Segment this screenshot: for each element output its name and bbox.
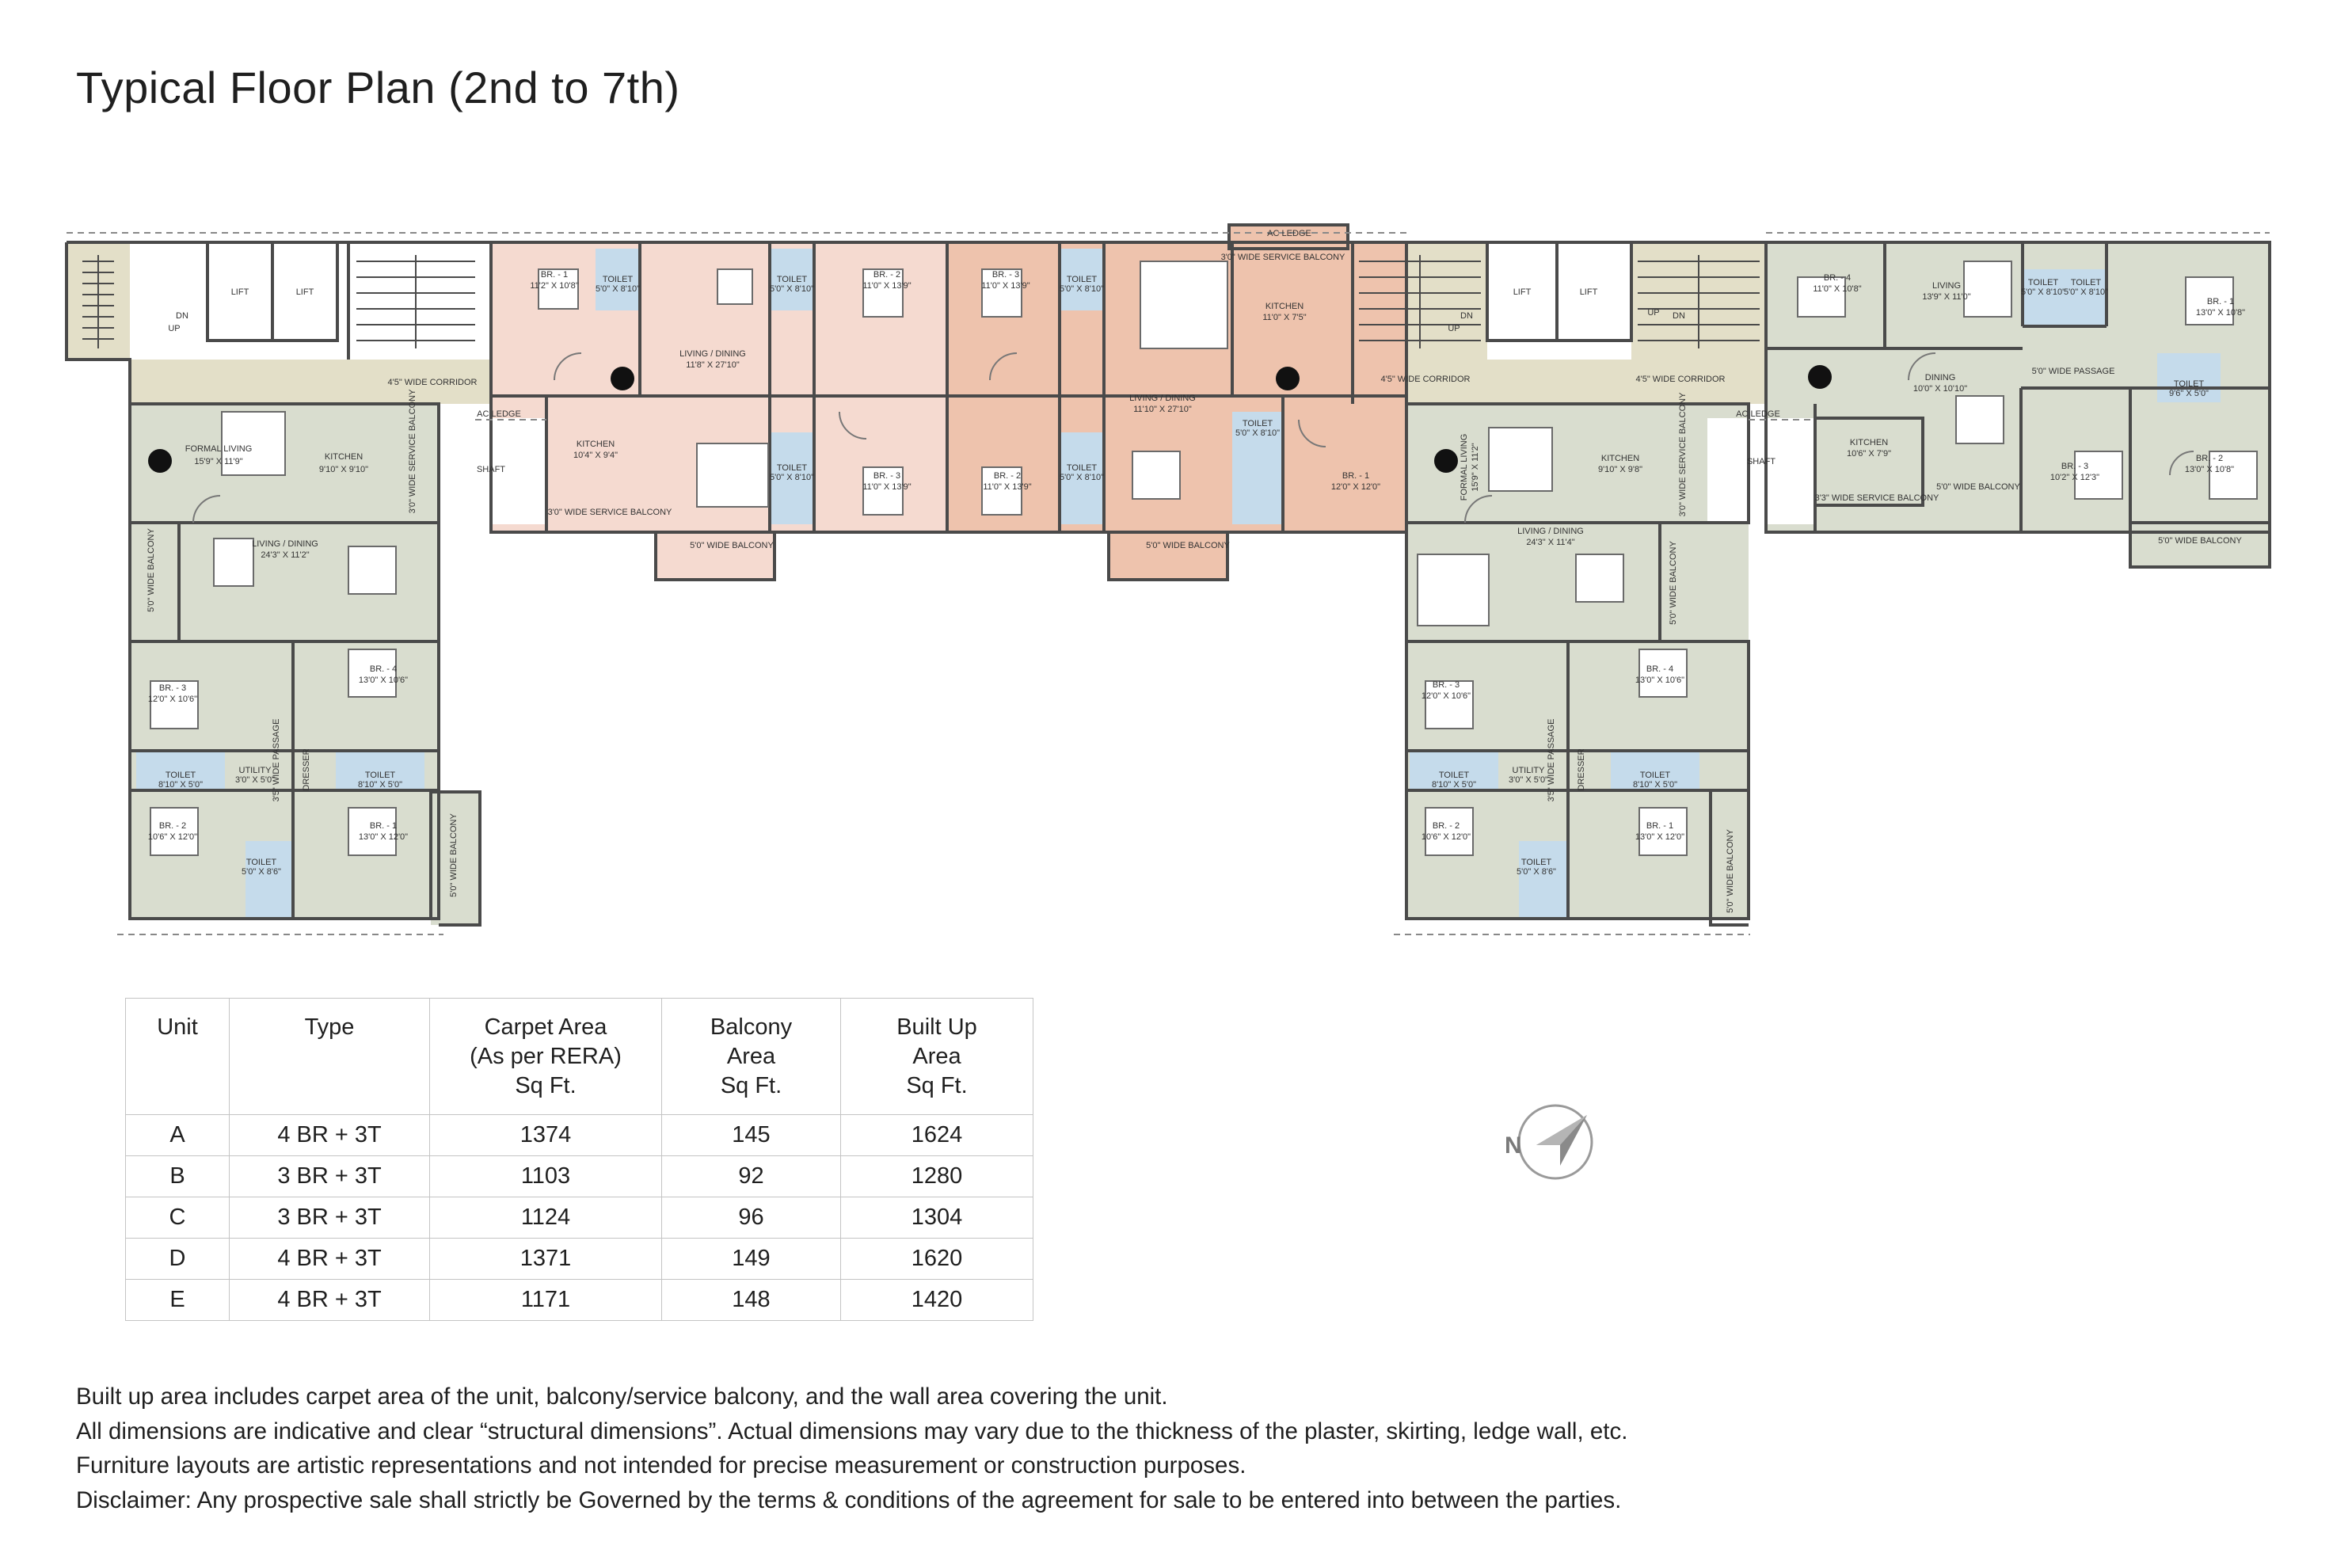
svg-text:TOILET: TOILET — [2173, 379, 2205, 389]
svg-text:24'3" X 11'4": 24'3" X 11'4" — [1526, 538, 1575, 547]
svg-text:DRESSER: DRESSER — [1577, 748, 1586, 791]
svg-text:13'0" X 10'8": 13'0" X 10'8" — [2195, 308, 2246, 318]
corridor-label: 4'5" WIDE CORRIDOR — [387, 378, 478, 387]
svg-text:TOILET: TOILET — [1242, 419, 1273, 428]
svg-text:BR. - 1: BR. - 1 — [1342, 471, 1370, 481]
svg-text:10'0" X 10'10": 10'0" X 10'10" — [1912, 384, 1968, 394]
svg-text:KITCHEN: KITCHEN — [576, 440, 615, 449]
lift-label: LIFT — [295, 287, 314, 297]
table-row: B 3 BR + 3T 1103 92 1280 — [126, 1156, 1033, 1197]
svg-text:TOILET: TOILET — [245, 858, 277, 867]
svg-text:15'9" X 11'2": 15'9" X 11'2" — [1471, 443, 1480, 492]
svg-text:10'2" X 12'3": 10'2" X 12'3" — [2049, 473, 2100, 482]
svg-text:11'0" X 10'8": 11'0" X 10'8" — [1813, 284, 1862, 294]
svg-text:3'0" X 5'0": 3'0" X 5'0" — [235, 775, 275, 785]
svg-text:BR. - 4: BR. - 4 — [369, 664, 398, 674]
svg-text:FORMAL LIVING: FORMAL LIVING — [1460, 433, 1469, 501]
svg-text:BR. - 2: BR. - 2 — [993, 471, 1022, 481]
svg-text:11'0" X 13'9": 11'0" X 13'9" — [981, 281, 1030, 291]
disclaimer-notes — [76, 1380, 1627, 1517]
svg-text:5'0" WIDE BALCONY: 5'0" WIDE BALCONY — [1146, 541, 1230, 550]
svg-text:5'0" WIDE PASSAGE: 5'0" WIDE PASSAGE — [2031, 367, 2115, 376]
svg-text:9'10" X 9'8": 9'10" X 9'8" — [1597, 465, 1643, 474]
svg-text:10'4" X 9'4": 10'4" X 9'4" — [573, 451, 618, 460]
svg-text:5'0" WIDE BALCONY: 5'0" WIDE BALCONY — [690, 541, 774, 550]
table-row: A 4 BR + 3T 1374 145 1624 — [126, 1115, 1033, 1156]
svg-text:3'0" X 5'0": 3'0" X 5'0" — [1509, 775, 1548, 785]
lift-label: LIFT — [1513, 287, 1532, 297]
north-compass-icon — [1494, 1098, 1604, 1193]
svg-text:11'0" X 13'9": 11'0" X 13'9" — [862, 281, 912, 291]
svg-text:5'0" WIDE BALCONY: 5'0" WIDE BALCONY — [1669, 541, 1678, 625]
svg-text:DINING: DINING — [1924, 373, 1956, 382]
svg-text:3'0" WIDE SERVICE BALCONY: 3'0" WIDE SERVICE BALCONY — [1220, 253, 1345, 262]
svg-text:11'2" X 10'8": 11'2" X 10'8" — [530, 281, 579, 291]
svg-text:TOILET: TOILET — [1066, 463, 1098, 473]
svg-text:8'10" X 5'0": 8'10" X 5'0" — [1632, 780, 1678, 790]
svg-text:5'0" WIDE BALCONY: 5'0" WIDE BALCONY — [1936, 482, 2020, 492]
svg-text:TOILET: TOILET — [602, 275, 634, 284]
svg-text:BR. - 2: BR. - 2 — [2195, 454, 2224, 463]
svg-text:8'10" X 5'0": 8'10" X 5'0" — [357, 780, 403, 790]
svg-text:AC LEDGE: AC LEDGE — [477, 409, 521, 419]
svg-text:TOILET: TOILET — [1066, 275, 1098, 284]
note-line: All dimensions are indicative and clear “structural dimensions”. Actual dimensions may vary due to the thickness of the plaster, skirting, ledge wall, etc. — [76, 1418, 1628, 1444]
svg-text:BR. - 3: BR. - 3 — [158, 683, 187, 693]
svg-text:13'0" X 12'0": 13'0" X 12'0" — [358, 832, 409, 842]
svg-text:TOILET: TOILET — [1520, 858, 1552, 867]
svg-text:8'10" X 5'0": 8'10" X 5'0" — [1431, 780, 1477, 790]
svg-text:5'0" X 8'10": 5'0" X 8'10" — [769, 473, 815, 482]
svg-text:BR. - 3: BR. - 3 — [991, 270, 1020, 280]
svg-text:BR. - 2: BR. - 2 — [158, 821, 187, 831]
svg-text:13'0" X 10'6": 13'0" X 10'6" — [1635, 676, 1685, 685]
unit-area-table — [125, 998, 1033, 1321]
svg-text:3'0" WIDE SERVICE BALCONY: 3'0" WIDE SERVICE BALCONY — [547, 508, 672, 517]
svg-text:TOILET: TOILET — [165, 771, 196, 780]
svg-text:3'5" WIDE PASSAGE: 3'5" WIDE PASSAGE — [272, 718, 281, 802]
svg-text:9'6" X 5'0": 9'6" X 5'0" — [2169, 389, 2209, 398]
svg-text:BR. - 4: BR. - 4 — [1646, 664, 1674, 674]
svg-text:UTILITY: UTILITY — [1512, 766, 1545, 775]
svg-text:AC LEDGE: AC LEDGE — [1736, 409, 1780, 419]
svg-text:11'8" X 27'10": 11'8" X 27'10" — [686, 360, 740, 370]
shaft-label: SHAFT — [1746, 457, 1776, 466]
svg-text:10'6" X 12'0": 10'6" X 12'0" — [147, 832, 198, 842]
page-title: Typical Floor Plan (2nd to 7th) — [76, 63, 680, 112]
svg-text:KITCHEN: KITCHEN — [1600, 454, 1640, 463]
corridor-label: 4'5" WIDE CORRIDOR — [1635, 375, 1726, 384]
lift-label: LIFT — [230, 287, 249, 297]
svg-text:5'0" X 8'6": 5'0" X 8'6" — [1517, 867, 1556, 877]
corridor-label: 4'5" WIDE CORRIDOR — [1380, 375, 1471, 384]
svg-text:TOILET: TOILET — [1438, 771, 1470, 780]
note-line: Built up area includes carpet area of the unit, balcony/service balcony, and the wall area covering the unit. — [76, 1383, 1168, 1410]
header-built-up-area: Built Up Area Sq Ft. — [841, 999, 1033, 1115]
svg-text:FORMAL LIVING: FORMAL LIVING — [185, 444, 253, 454]
svg-text:TOILET: TOILET — [364, 771, 396, 780]
svg-text:DN: DN — [176, 311, 188, 321]
svg-text:BR. - 1: BR. - 1 — [2206, 297, 2235, 306]
table-row: E 4 BR + 3T 1171 148 1420 — [126, 1280, 1033, 1321]
svg-text:BR. - 2: BR. - 2 — [873, 270, 901, 280]
header-balcony-area: Balcony Area Sq Ft. — [662, 999, 841, 1115]
svg-text:KITCHEN: KITCHEN — [1265, 302, 1304, 311]
shaft-east — [1707, 418, 1815, 524]
svg-text:BR. - 3: BR. - 3 — [873, 471, 901, 481]
svg-text:9'10" X 9'10": 9'10" X 9'10" — [318, 465, 369, 474]
lift-label: LIFT — [1579, 287, 1598, 297]
svg-text:5'0" X 8'10": 5'0" X 8'10" — [1235, 428, 1281, 438]
svg-text:3'0" WIDE SERVICE BALCONY: 3'0" WIDE SERVICE BALCONY — [408, 389, 417, 514]
svg-text:LIVING / DINING: LIVING / DINING — [679, 349, 746, 359]
svg-text:13'0" X 12'0": 13'0" X 12'0" — [1635, 832, 1685, 842]
svg-text:BR. - 3: BR. - 3 — [2061, 462, 2089, 471]
svg-text:5'0" X 8'10": 5'0" X 8'10" — [769, 284, 815, 294]
svg-text:5'0" X 8'10": 5'0" X 8'10" — [1059, 284, 1105, 294]
svg-text:5'0" WIDE BALCONY: 5'0" WIDE BALCONY — [2158, 536, 2242, 546]
svg-text:10'6" X 7'9": 10'6" X 7'9" — [1846, 449, 1892, 459]
svg-text:BR. - 2: BR. - 2 — [1432, 821, 1460, 831]
svg-text:5'0" X 8'10": 5'0" X 8'10" — [2020, 287, 2066, 297]
svg-text:5'0" X 8'10": 5'0" X 8'10" — [2063, 287, 2109, 297]
svg-text:13'0" X 10'8": 13'0" X 10'8" — [2184, 465, 2235, 474]
unit-b-balcony — [656, 532, 774, 580]
svg-text:3'0" WIDE SERVICE BALCONY: 3'0" WIDE SERVICE BALCONY — [1678, 392, 1688, 517]
note-line: Furniture layouts are artistic representations and not intended for precise measurement or construction purposes. — [76, 1452, 1246, 1479]
svg-text:LIVING: LIVING — [1931, 281, 1962, 291]
unit-c-balcony — [1109, 532, 1227, 580]
svg-text:DRESSER: DRESSER — [302, 748, 311, 791]
svg-text:8'10" X 5'0": 8'10" X 5'0" — [158, 780, 204, 790]
note-line: Disclaimer: Any prospective sale shall strictly be Governed by the terms & conditions of the agreement for sale to be entered into between the parties. — [76, 1486, 1622, 1513]
svg-text:LIVING / DINING: LIVING / DINING — [1129, 394, 1196, 403]
svg-text:TOILET: TOILET — [2070, 278, 2102, 287]
svg-text:UTILITY: UTILITY — [238, 766, 272, 775]
svg-text:BR. - 1: BR. - 1 — [1646, 821, 1674, 831]
table-row: D 4 BR + 3T 1371 149 1620 — [126, 1239, 1033, 1280]
svg-text:24'3" X 11'2": 24'3" X 11'2" — [261, 550, 310, 560]
header-unit: Unit — [126, 999, 230, 1115]
svg-text:BR. - 1: BR. - 1 — [369, 821, 398, 831]
svg-text:TOILET: TOILET — [1639, 771, 1671, 780]
svg-text:5'0" WIDE BALCONY: 5'0" WIDE BALCONY — [449, 813, 459, 897]
svg-text:5'0" X 8'6": 5'0" X 8'6" — [242, 867, 281, 877]
svg-text:TOILET: TOILET — [776, 275, 808, 284]
svg-text:UP: UP — [1448, 324, 1460, 333]
svg-text:5'0" X 8'10": 5'0" X 8'10" — [1059, 473, 1105, 482]
svg-text:LIVING / DINING: LIVING / DINING — [252, 539, 318, 549]
svg-text:UP: UP — [1647, 308, 1660, 318]
table-header-row — [126, 999, 1033, 1115]
svg-text:11'0" X 7'5": 11'0" X 7'5" — [1262, 313, 1307, 322]
svg-text:KITCHEN: KITCHEN — [1849, 438, 1889, 447]
svg-text:DN: DN — [1673, 311, 1685, 321]
header-type: Type — [230, 999, 430, 1115]
header-carpet-area: Carpet Area (As per RERA) Sq Ft. — [430, 999, 662, 1115]
svg-text:15'9" X 11'9": 15'9" X 11'9" — [194, 457, 243, 466]
svg-text:11'0" X 13'9": 11'0" X 13'9" — [862, 482, 912, 492]
svg-text:12'0" X 10'6": 12'0" X 10'6" — [1421, 691, 1471, 701]
svg-text:3'5" WIDE PASSAGE: 3'5" WIDE PASSAGE — [1547, 718, 1556, 802]
svg-text:DN: DN — [1460, 311, 1473, 321]
corridor-west — [130, 360, 546, 404]
svg-text:BR. - 4: BR. - 4 — [1823, 273, 1852, 283]
svg-text:KITCHEN: KITCHEN — [324, 452, 363, 462]
svg-text:TOILET: TOILET — [776, 463, 808, 473]
svg-text:BR. - 3: BR. - 3 — [1432, 680, 1460, 690]
svg-text:13'9" X 11'0": 13'9" X 11'0" — [1922, 292, 1971, 302]
svg-text:LIVING / DINING: LIVING / DINING — [1517, 527, 1584, 536]
svg-text:5'0" WIDE BALCONY: 5'0" WIDE BALCONY — [1726, 829, 1735, 913]
svg-text:3'3" WIDE SERVICE BALCONY: 3'3" WIDE SERVICE BALCONY — [1814, 493, 1939, 503]
svg-text:10'6" X 12'0": 10'6" X 12'0" — [1421, 832, 1471, 842]
svg-text:TOILET: TOILET — [2027, 278, 2059, 287]
svg-text:13'0" X 10'6": 13'0" X 10'6" — [358, 676, 409, 685]
table-row: C 3 BR + 3T 1124 96 1304 — [126, 1197, 1033, 1239]
svg-text:AC LEDGE: AC LEDGE — [1267, 229, 1311, 238]
svg-text:11'0" X 13'9": 11'0" X 13'9" — [983, 482, 1032, 492]
svg-text:5'0" X 8'10": 5'0" X 8'10" — [595, 284, 641, 294]
svg-text:11'10" X 27'10": 11'10" X 27'10" — [1133, 405, 1192, 414]
svg-text:12'0" X 10'6": 12'0" X 10'6" — [147, 695, 198, 704]
svg-text:BR. - 1: BR. - 1 — [540, 270, 569, 280]
svg-text:5'0" WIDE BALCONY: 5'0" WIDE BALCONY — [147, 528, 156, 612]
svg-text:12'0" X 12'0": 12'0" X 12'0" — [1330, 482, 1381, 492]
compass-label: N — [1505, 1132, 1522, 1159]
svg-text:UP: UP — [168, 324, 181, 333]
shaft-label: SHAFT — [476, 465, 506, 474]
